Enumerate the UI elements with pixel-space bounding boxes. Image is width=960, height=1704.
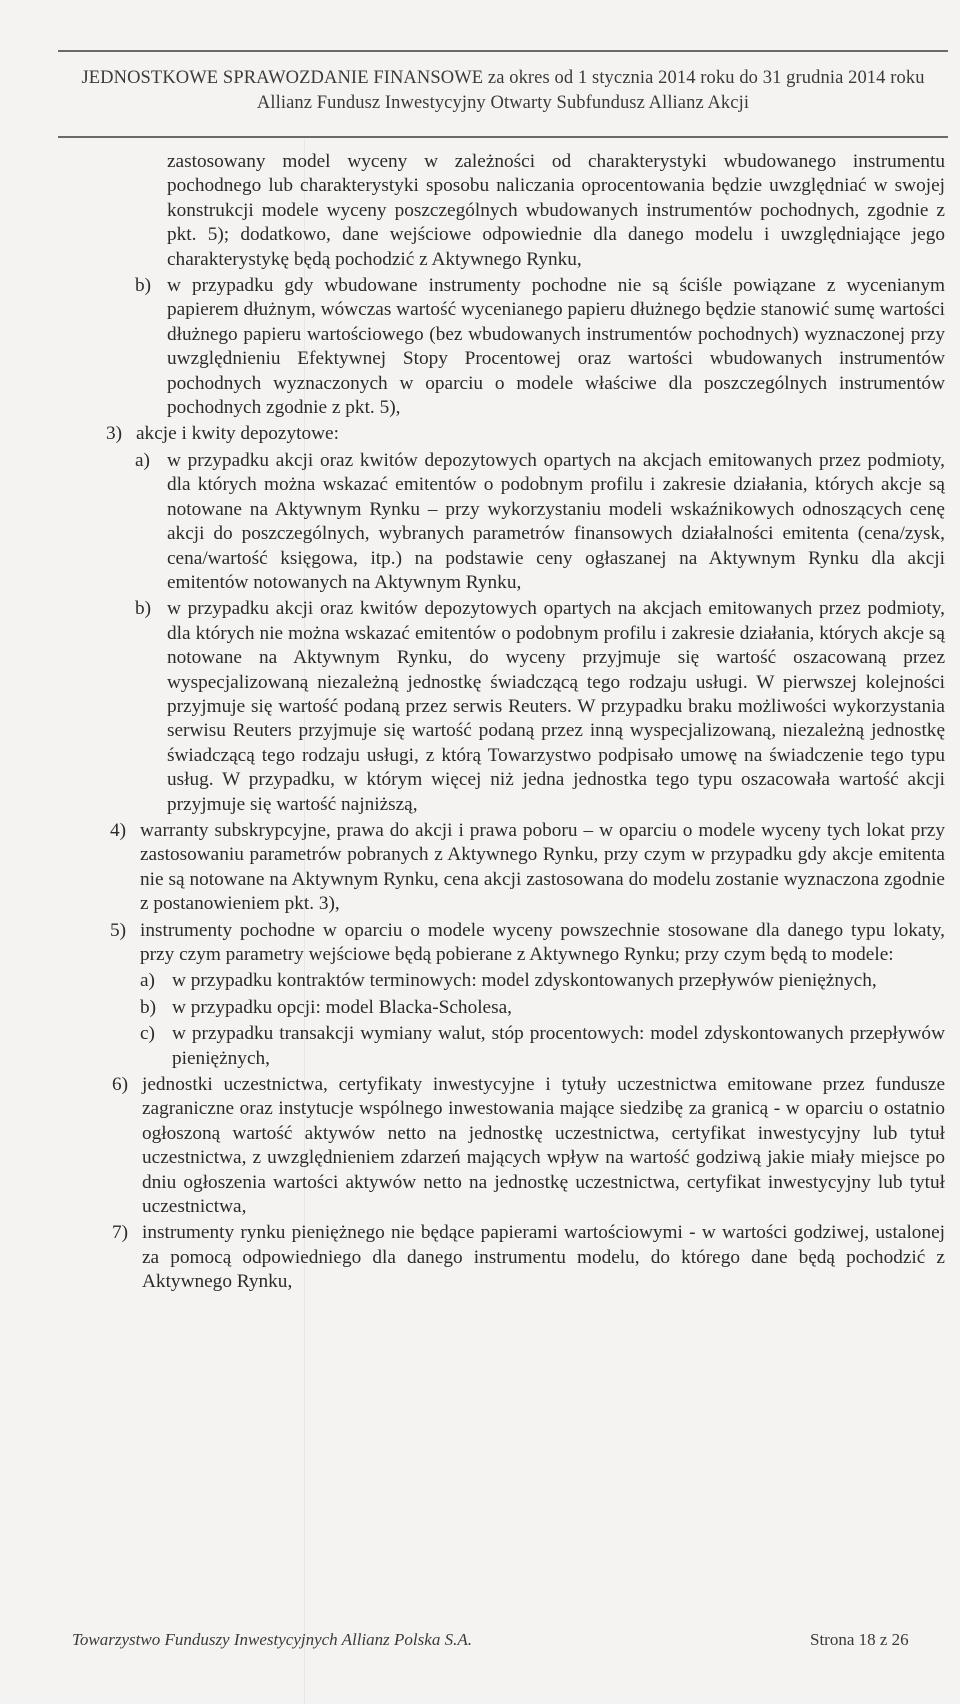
list-item-label: 3) xyxy=(106,423,123,445)
header-subtitle: Allianz Fundusz Inwestycyjny Otwarty Subfundusz Allianz Akcji xyxy=(256,93,750,113)
list-item-text: w przypadku akcji oraz kwitów depozytowych opartych na akcjach emitowanych przez podmioty, dla których można wskazać emitentów o podobnym profilu i zakresie działania, których akcje są notowane na Aktywnym Rynku – przy wykorzystaniu modeli wskaźnikowych odnoszących cenę akcji do poszczególnych, wybranych parametrów finansowych działalności emitenta (cena/zysk, cena/wartość księgowa, itp.) na podstawie ceny ogłaszanej na Aktywnym Rynku dla akcji emitentów notowanych na Aktywnym Rynku, xyxy=(167,449,945,593)
list-item-text: w przypadku gdy wbudowane instrumenty pochodne nie są ściśle powiązane z wycenianym papierem dłużnym, wówczas wartość wycenianego papieru dłużnego będzie stanowić sumę wartości dłużnego papieru wartościowego (bez wbudowanych instrumentów pochodnych) wyznaczonej przy uwzględnieniu Efektywnej Stopy Procentowej oraz wartości wbudowanych instrumentów pochodnych wyznaczonych w oparciu o modele właściwe dla poszczególnych instrumentów pochodnych zgodnie z pkt. 5), xyxy=(167,275,945,419)
list-item-label: 5) xyxy=(110,919,127,941)
document-body xyxy=(0,150,960,1295)
list-item-label: 6) xyxy=(112,1074,129,1096)
footer-page-number: Strona 18 z 26 xyxy=(810,1630,909,1649)
list-item-text: jednostki uczestnictwa, certyfikaty inwestycyjne i tytuły uczestnictwa emitowane przez fundusze zagraniczne oraz instytucje wspólnego inwestowania mające siedzibę za granicą - w oparciu o ostatnio ogłoszoną wartość aktywów netto na jednostkę uczestnictwa, certyfikat inwestycyjny lub tytuł uczestnictwa, z uwzględnieniem zdarzeń mających wpływ na wartość godziwą jakie miały miejsce po dniu ogłoszenia wartości aktywów netto na jednostkę uczestnictwa, certyfikat inwestycyjny lub tytuł uczestnictwa, xyxy=(142,1074,945,1218)
list-item-label: 7) xyxy=(112,1222,129,1244)
list-item-2b xyxy=(135,274,945,420)
list-item-5 xyxy=(110,919,945,968)
header-top-rule xyxy=(58,50,948,52)
list-item-5a xyxy=(140,969,945,993)
header-bottom-rule xyxy=(58,136,948,138)
list-item-3b xyxy=(135,597,945,817)
list-item-6 xyxy=(112,1073,945,1219)
header-title: JEDNOSTKOWE SPRAWOZDANIE FINANSOWE za okres od 1 stycznia 2014 roku do 31 grudnia 2014 roku xyxy=(81,68,925,88)
page-header xyxy=(58,66,948,116)
list-item-text: warranty subskrypcyjne, prawa do akcji i prawa poboru – w oparciu o modele wyceny tych lokat przy zastosowaniu parametrów pobranych z Aktywnego Rynku, przy czym w przypadku gdy akcje emitenta nie są notowane na Aktywnym Rynku, cena akcji zastosowana do modelu zostanie wyznaczona zgodnie z postanowieniem pkt. 3), xyxy=(140,819,945,915)
list-item-7 xyxy=(112,1221,945,1294)
list-item-label: b) xyxy=(135,598,152,620)
list-item-label: b) xyxy=(140,996,157,1018)
list-item-4 xyxy=(110,819,945,917)
list-item-label: c) xyxy=(140,1023,155,1045)
paragraph-intro: zastosowany model wyceny w zależności od charakterystyki wbudowanego instrumentu pochodnego lub charakterystyki sposobu naliczania oprocentowania będzie uwzględniać w swojej konstrukcji modele wyceny poszczególnych wbudowanych instrumentów pochodnych, zgodnie z pkt. 5); dodatkowo, dane wejściowe odpowiednie dla danego modelu i uwzględniające jego charakterystykę będą pochodzić z Aktywnego Rynku, xyxy=(167,151,945,270)
list-item-3 xyxy=(106,422,945,446)
list-item-text: w przypadku transakcji wymiany walut, stóp procentowych: model zdyskontowanych przepływów pieniężnych, xyxy=(172,1023,945,1069)
list-item-text: w przypadku opcji: model Blacka-Scholesa, xyxy=(172,996,513,1018)
footer-company: Towarzystwo Funduszy Inwestycyjnych Allianz Polska S.A. xyxy=(72,1630,472,1649)
list-item-5c xyxy=(140,1022,945,1071)
list-item-text: instrumenty pochodne w oparciu o modele wyceny powszechnie stosowane dla danego typu lokaty, przy czym parametry wejściowe będą pobierane z Aktywnego Rynku; przy czym będą to modele: xyxy=(140,919,945,965)
list-item-5b xyxy=(140,996,945,1020)
list-item-text: akcje i kwity depozytowe: xyxy=(136,423,339,445)
list-item-text: instrumenty rynku pieniężnego nie będące papierami wartościowymi - w wartości godziwej, ustalonej za pomocą odpowiedniego dla danego instrumentu modelu, do którego dane będą pochodzić z Aktywnego Rynku, xyxy=(142,1222,945,1293)
list-item-3a xyxy=(135,449,945,595)
list-item-text: w przypadku kontraktów terminowych: model zdyskontowanych przepływów pieniężnych, xyxy=(172,970,877,992)
list-item-text: w przypadku akcji oraz kwitów depozytowych opartych na akcjach emitowanych przez podmioty, dla których nie można wskazać emitentów o podobnym profilu i zakresie działania, których akcje są notowane na Aktywnym Rynku, do wyceny przyjmuje się wartość oszacowaną przez wyspecjalizowaną niezależną jednostkę świadczącą tego rodzaju usługi. W pierwszej kolejności przyjmuje się wartość podaną przez serwis Reuters. W przypadku braku możliwości wykorzystania serwisu Reuters przyjmuje się wartość podaną przez inną wyspecjalizowaną, niezależną jednostkę świadczącą tego rodzaju usługi, z którą Towarzystwo podpisało umowę na świadczenie tego typu usług. W przypadku, w którym więcej niż jedna jednostka tego typu oszacowała wartość akcji przyjmuje się wartość najniższą, xyxy=(167,598,945,815)
list-item-label: b) xyxy=(135,275,152,297)
list-item-label: 4) xyxy=(110,819,127,841)
list-item-label: a) xyxy=(140,970,155,992)
list-item-label: a) xyxy=(135,449,150,471)
